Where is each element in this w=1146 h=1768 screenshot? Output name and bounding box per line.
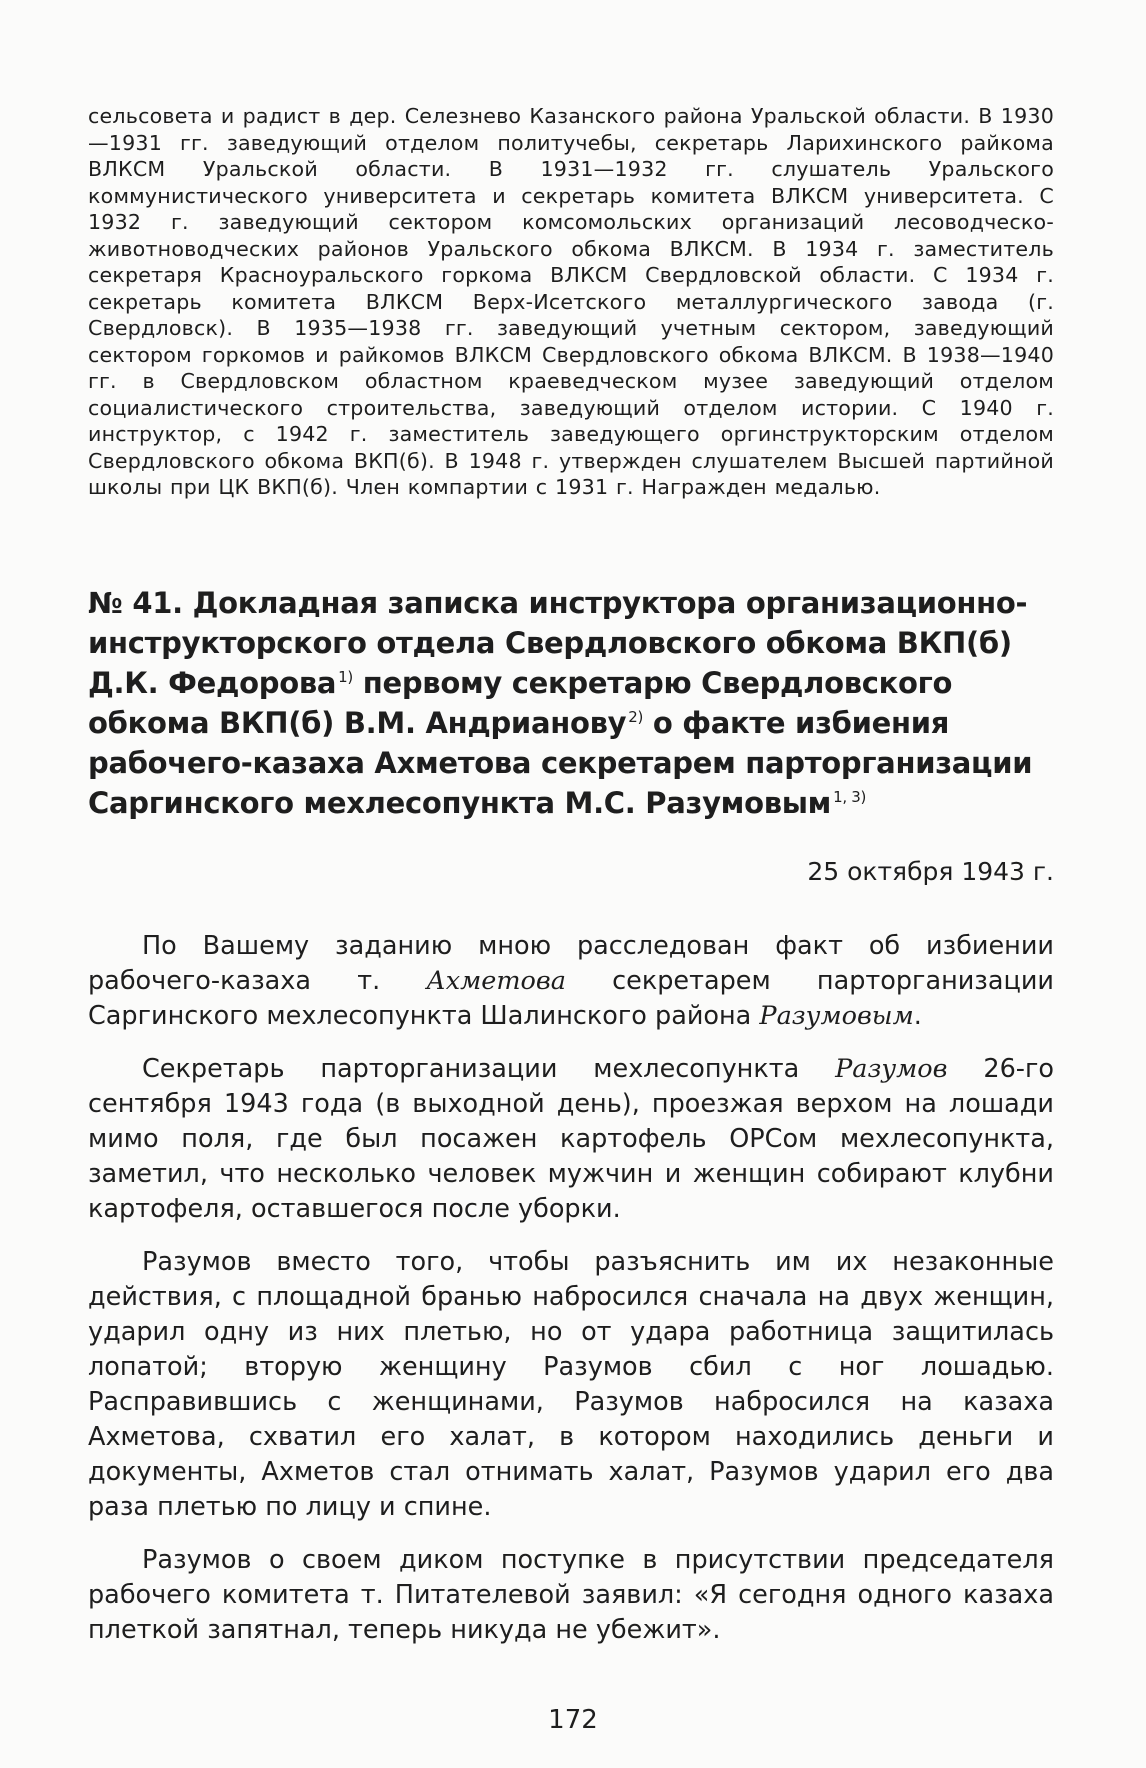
footnote-mark-1: 1) bbox=[338, 668, 353, 686]
paragraph-1-text-e: . bbox=[913, 1001, 922, 1031]
paragraph-1-name-akhmetov: Ахметова bbox=[426, 966, 566, 996]
body-paragraph-4: Разумов о своем диком поступке в присутствии председателя рабочего комитета т. Питателевой заявил: «Я сегодня одного казаха плеткой запятнал, теперь никуда не убежит». bbox=[88, 1545, 1054, 1645]
body-paragraph-1 bbox=[88, 929, 1054, 1034]
document-heading bbox=[88, 583, 1054, 823]
intro-paragraph: сельсовета и радист в дер. Селезнево Казанского района Уральской области. В 1930—1931 гг. заведующий отделом политучебы, секретарь Ларихинского райкома ВЛКСМ Уральской области. В 1931—1932 гг. слушатель Уральского коммунистического университета и секретарь комитета ВЛКСМ университета. С 1932 г. заведующий сектором комсомольских организаций лесоводческо-животноводческих районов Уральского обкома ВЛКСМ. В 1934 г. заместитель секретаря Красноуральского горкома ВЛКСМ Свердловской области. С 1934 г. секретарь комитета ВЛКСМ Верх-Исетского металлургического завода (г. Свердловск). В 1935—1938 гг. заведующий учетным сектором, заведующий сектором горкомов и райкомов ВЛКСМ Свердловского обкома ВЛКСМ. В 1938—1940 гг. в Свердловском областном краеведческом музее заведующий отделом социалистического строительства, заведующий отделом истории. С 1940 г. инструктор, с 1942 г. заместитель заведующего оргинструкторским отделом Свердловского обкома ВКП(б). В 1948 г. утвержден слушателем Высшей партийной школы при ЦК ВКП(б). Член компартии с 1931 г. Награжден медалью. bbox=[88, 104, 1054, 499]
footnote-mark-2: 2) bbox=[628, 708, 644, 726]
paragraph-2-name-razumov: Разумов bbox=[835, 1054, 948, 1084]
body-paragraph-2 bbox=[88, 1052, 1054, 1227]
paragraph-2-text-c: 26-го сентября 1943 года (в выходной день), проезжая верхом на лошади мимо поля, где был посажен картофель ОРСом мехлесопункта, заметил, что несколько человек мужчин и женщин собирают клубни картофеля, оставшегося после уборки. bbox=[88, 1054, 1054, 1224]
document-date: 25 октября 1943 г. bbox=[807, 857, 1054, 886]
body-paragraph-3: Разумов вместо того, чтобы разъяснить им их незаконные действия, с площадной бранью набросился сначала на двух женщин, ударил одну из них плетью, но от удара работница защитилась лопатой; вторую женщину Разумов сбил с ног лошадью. Расправившись с женщинами, Разумов набросился на казаха Ахметова, схватил его халат, в котором находились деньги и документы, Ахметов стал отнимать халат, Разумов ударил его два раза плетью по лицу и спине. bbox=[88, 1247, 1054, 1522]
paragraph-2-text-a: Секретарь парторганизации мехлесопункта bbox=[142, 1054, 836, 1084]
page-number: 172 bbox=[548, 1705, 598, 1735]
paragraph-1-name-razumov: Разумовым bbox=[759, 1001, 914, 1031]
footnote-mark-3: 1, 3) bbox=[833, 788, 867, 806]
heading-text-1: № 41. Докладная записка инструктора организационно-инструкторского отдела Свердловского обкома ВКП(б) Д.К. Федорова bbox=[88, 586, 1028, 700]
heading-text-3: о факте избиения рабочего-казаха Ахметова секретарем парторганизации Саргинского мехлесопункта М.С. Разумовым bbox=[88, 706, 1033, 820]
paragraph-1-text-c: секретарем парторганизации Саргинского мехлесопункта Шалинского района bbox=[88, 966, 1054, 1031]
heading-text-2: первому секретарю Свердловского обкома ВКП(б) В.М. Андрианову bbox=[88, 666, 953, 740]
document-body bbox=[88, 929, 1054, 1666]
paragraph-1-text-a: По Вашему заданию мною расследован факт об избиении рабочего-казаха т. bbox=[88, 931, 1054, 996]
